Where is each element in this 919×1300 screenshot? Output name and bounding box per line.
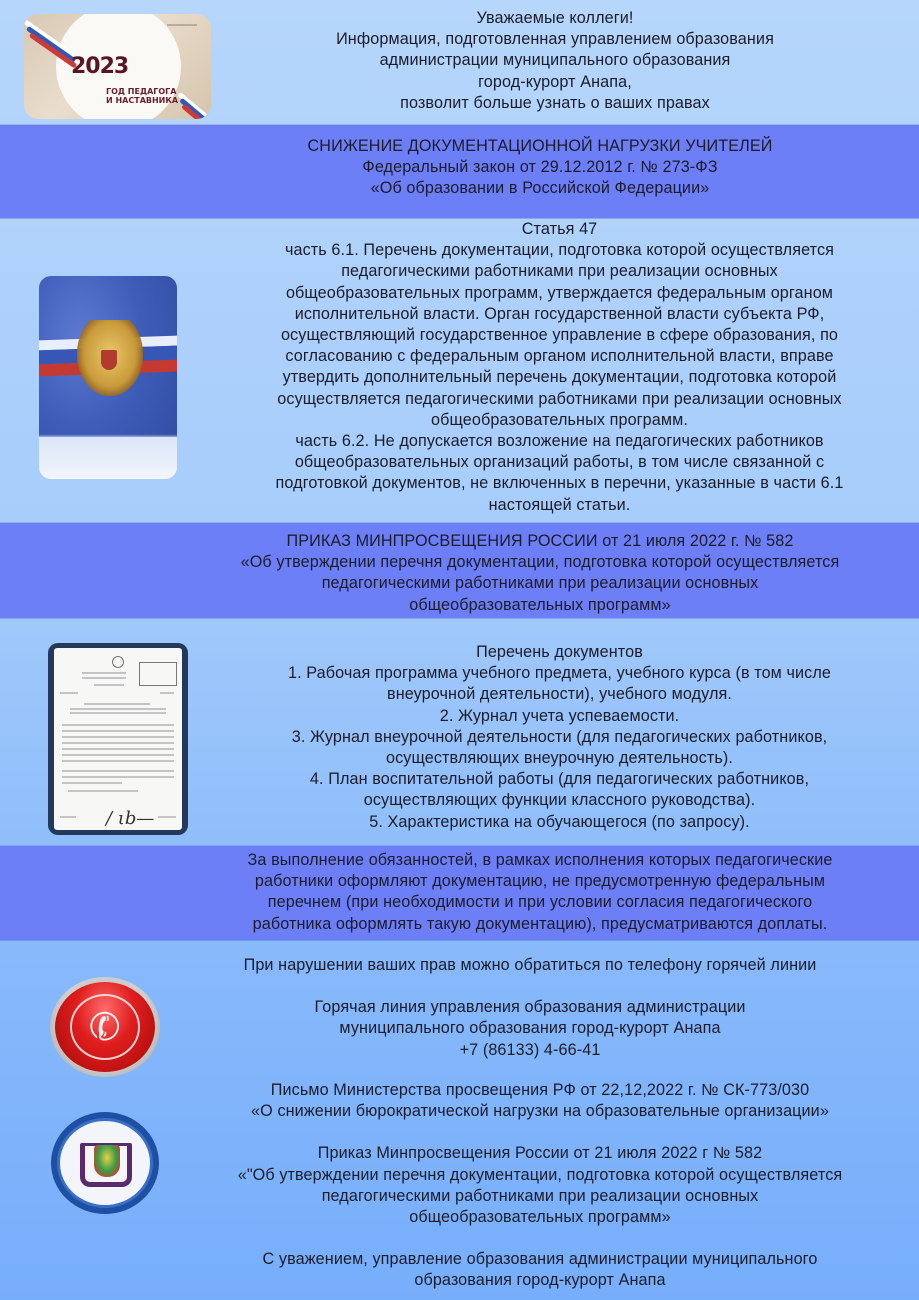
year-of-teacher-logo bbox=[24, 14, 211, 119]
article-line: часть 6.1. Перечень документации, подготовка которой осуществляется bbox=[284, 241, 835, 260]
article-line: общеобразовательных программ. bbox=[431, 410, 688, 429]
list-item: внеурочной деятельности), учебного модуля. bbox=[387, 685, 732, 704]
hotline-section bbox=[160, 955, 900, 1061]
law-banner bbox=[0, 125, 919, 218]
state-emblem-book-image bbox=[39, 276, 177, 479]
signature-line: С уважением, управление образования администрации муниципального bbox=[262, 1250, 818, 1269]
header-line: Информация, подготовленная управлением образования bbox=[336, 30, 774, 49]
article-line: осуществляется педагогическими работниками при реализации основных bbox=[277, 389, 842, 408]
list-title: Перечень документов bbox=[476, 643, 643, 661]
signature-mark: / ιb— bbox=[106, 808, 155, 829]
hotline-intro: При нарушении ваших прав можно обратиться по телефону горячей линии bbox=[243, 956, 817, 974]
references-section bbox=[170, 1080, 910, 1292]
order-reference: Приказ Минпросвещения России от 21 июля 2022 г № 582 bbox=[317, 1144, 763, 1163]
hotline-phone[interactable]: +7 (86133) 4-66-41 bbox=[459, 1040, 601, 1059]
law-name: «Об образовании в Российской Федерации» bbox=[370, 179, 710, 198]
header-line: город-курорт Анапа, bbox=[478, 72, 632, 91]
header-greeting bbox=[210, 8, 900, 114]
letter-reference: Письмо Министерства просвещения РФ от 22,12,2022 г. № СК-773/030 bbox=[270, 1081, 810, 1099]
letter-title: «О снижении бюрократической нагрузки на образовательные организации» bbox=[251, 1102, 829, 1121]
order-line: «Об утверждении перечня документации, подготовка которой осуществляется bbox=[240, 553, 840, 572]
documents-list bbox=[200, 642, 919, 833]
list-item: 2. Журнал учета успеваемости. bbox=[439, 706, 680, 725]
article-line: подготовкой документов, не включенных в перечни, указанные в части 6.1 bbox=[275, 474, 844, 493]
order-document-image bbox=[48, 643, 188, 835]
list-item: осуществляющих функции классного руководства). bbox=[363, 791, 756, 810]
ministry-emblem-icon bbox=[167, 24, 197, 34]
phone-hotline-icon bbox=[50, 977, 160, 1077]
article-line: согласованию с федеральным органом исполнительной власти, вправе bbox=[285, 347, 834, 366]
hotline-line: муниципального образования город-курорт Анапа bbox=[339, 1019, 721, 1038]
article-line: исполнительной власти. Орган государственной власти субъекта РФ, bbox=[294, 304, 825, 323]
order-banner bbox=[0, 523, 919, 618]
logo-year: 2023 bbox=[71, 54, 129, 79]
greeting-title: Уважаемые коллеги! bbox=[476, 9, 634, 27]
article-line: общеобразовательных программ, утверждается федеральным органом bbox=[285, 283, 834, 302]
list-item: 3. Журнал внеурочной деятельности (для педагогических работников, bbox=[291, 727, 828, 746]
article-line: осуществляющий государственное управление в сфере образования, по bbox=[280, 326, 839, 345]
handset-icon: ✆ bbox=[83, 1001, 127, 1053]
order-line: педагогическими работниками при реализации основных bbox=[321, 574, 759, 593]
list-item: осуществляющих внеурочную деятельность). bbox=[386, 749, 733, 768]
order-title-line: общеобразовательных программ» bbox=[409, 1208, 671, 1227]
payment-line: перечнем (при необходимости и при условии согласия педагогического bbox=[267, 893, 813, 912]
payment-line: работника оформлять такую документацию), предусматриваются доплаты. bbox=[252, 914, 828, 933]
list-item: 1. Рабочая программа учебного предмета, учебного курса (в том числе bbox=[287, 664, 832, 683]
article-line: общеобразовательных организаций работы, в том числе связанной с bbox=[294, 453, 825, 472]
payment-line: работники оформляют документацию, не предусмотренную федеральным bbox=[254, 872, 826, 891]
article-title: Статья 47 bbox=[521, 220, 598, 238]
hotline-line: Горячая линия управления образования администрации bbox=[314, 998, 746, 1017]
article-47-text bbox=[200, 219, 919, 516]
payment-line: За выполнение обязанностей, в рамках исполнения которых педагогические bbox=[247, 851, 833, 869]
list-item: 4. План воспитательной работы (для педагогических работников, bbox=[309, 770, 810, 789]
section-title: СНИЖЕНИЕ ДОКУМЕНТАЦИОННОЙ НАГРУЗКИ УЧИТЕЛЕЙ bbox=[307, 137, 773, 155]
signature-line: образования город-курорт Анапа bbox=[414, 1271, 666, 1290]
header-line: позволит больше узнать о ваших правах bbox=[400, 93, 710, 112]
logo-caption: ГОД ПЕДАГОГА И НАСТАВНИКА bbox=[106, 87, 179, 105]
payment-banner bbox=[0, 846, 919, 940]
article-line: настоящей статьи. bbox=[488, 495, 631, 514]
article-line: утвердить дополнительный перечень документации, подготовка которой bbox=[282, 368, 837, 387]
order-title-line: «"Об утверждении перечня документации, подготовка которой осуществляется bbox=[237, 1165, 843, 1184]
list-item: 5. Характеристика на обучающегося (по запросу). bbox=[369, 812, 750, 831]
header-line: администрации муниципального образования bbox=[379, 51, 731, 70]
order-title-line: педагогическими работниками при реализации основных bbox=[321, 1186, 759, 1205]
education-department-emblem bbox=[51, 1112, 159, 1214]
order-line: общеобразовательных программ» bbox=[409, 595, 671, 614]
article-line: педагогическими работниками при реализации основных bbox=[341, 262, 778, 281]
law-reference: Федеральный закон от 29.12.2012 г. № 273-ФЗ bbox=[362, 158, 718, 177]
coat-of-arms-icon bbox=[94, 1145, 120, 1177]
order-title: ПРИКАЗ МИНПРОСВЕЩЕНИЯ РОССИИ от 21 июля 2022 г. № 582 bbox=[286, 532, 794, 550]
article-line: часть 6.2. Не допускается возложение на педагогических работников bbox=[295, 432, 824, 451]
